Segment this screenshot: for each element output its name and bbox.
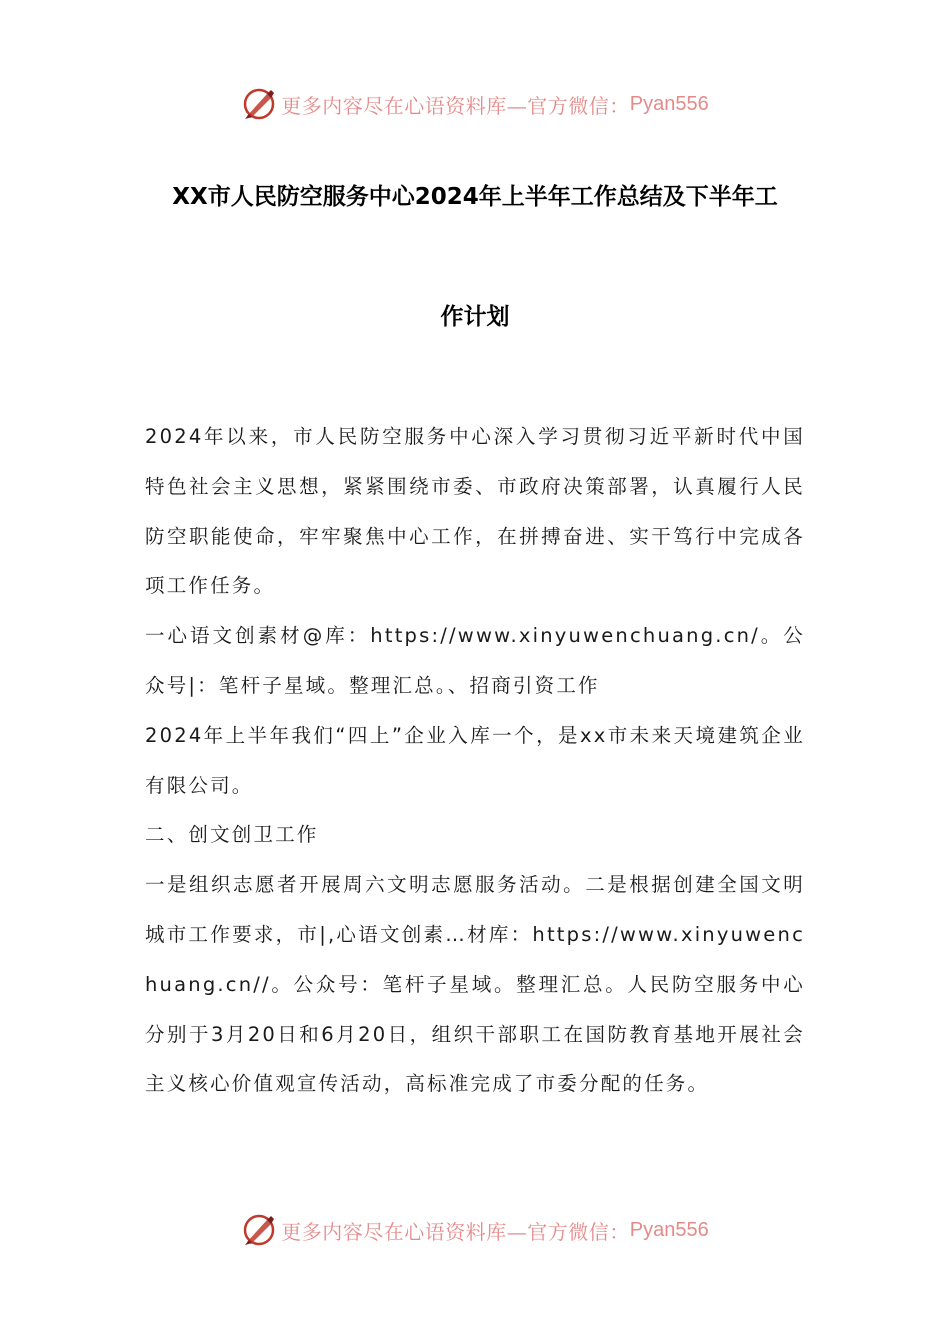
paragraph: 2024年上半年我们“四上”企业入库一个，是xx市未来天境建筑企业有限公司。: [145, 723, 805, 797]
paragraph: 2024年以来，市人民防空服务中心深入学习贯彻习近平新时代中国特色社会主义思想，紧紧围绕市委、市政府决策部署，认真履行人民防空职能使命，牢牢聚焦中心工作，在拼搏奋进、实干笃行中完成各项工作任务。: [145, 425, 805, 598]
banner-text: 更多内容尽在心语资料库—官方微信：: [281, 1219, 630, 1244]
paragraph: 一心语文创素材@库：https://www.xinyuwenchuang.cn/。公众号|：笔杆子星域。整理汇总。、招商引资工作: [145, 624, 805, 697]
document-body: [145, 412, 805, 1109]
document-title-line-1: XX市人民防空服务中心2024年上半年工作总结及下半年工: [172, 184, 778, 210]
wechat-id: Pyan556: [629, 92, 709, 115]
wechat-id: Pyan556: [629, 1218, 709, 1241]
document-title-line-2: 作计划: [440, 304, 510, 330]
header-banner: [0, 82, 950, 126]
paragraph: 二、创文创卫工作: [145, 823, 319, 847]
banner-text: 更多内容尽在心语资料库—官方微信：: [281, 93, 630, 118]
paragraph: 一是组织志愿者开展周六文明志愿服务活动。二是根据创建全国文明城市工作要求，市|,心语文创素…材库：https://www.xinyuwenchuang.cn//。公众号：笔杆子星域。整理汇总。人民防空服务中心分别于3月20日和6月20日，组织干部职工在国防教育基地开展社会主义核心价值观宣传活动，高标准完成了市委分配的任务。: [145, 873, 805, 1096]
footer-banner: [0, 1208, 950, 1252]
pen-logo-icon: [241, 86, 277, 122]
pen-logo-icon: [241, 1212, 277, 1248]
